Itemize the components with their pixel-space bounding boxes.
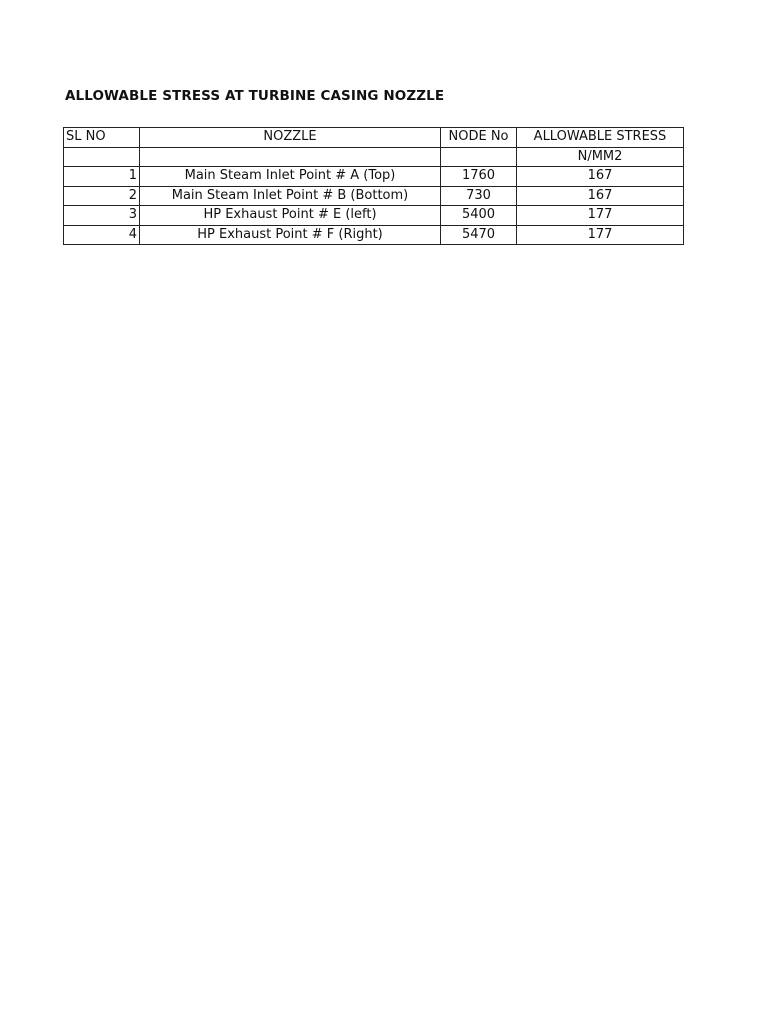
allowable-stress-table bbox=[63, 127, 684, 245]
subheader-sl-no bbox=[64, 147, 140, 167]
table-row bbox=[64, 186, 684, 206]
cell-nozzle: HP Exhaust Point # E (left) bbox=[140, 206, 441, 226]
cell-nozzle: HP Exhaust Point # F (Right) bbox=[140, 225, 441, 245]
subheader-node-no bbox=[441, 147, 517, 167]
cell-sl-no: 1 bbox=[64, 167, 140, 187]
cell-allowable-stress: 167 bbox=[517, 186, 684, 206]
subheader-stress-unit: N/MM2 bbox=[517, 147, 684, 167]
header-sl-no: SL NO bbox=[64, 128, 140, 148]
cell-allowable-stress: 167 bbox=[517, 167, 684, 187]
table-header-row bbox=[64, 128, 684, 148]
header-nozzle: NOZZLE bbox=[140, 128, 441, 148]
header-allowable-stress: ALLOWABLE STRESS bbox=[517, 128, 684, 148]
cell-node-no: 1760 bbox=[441, 167, 517, 187]
cell-allowable-stress: 177 bbox=[517, 206, 684, 226]
table-row bbox=[64, 225, 684, 245]
cell-allowable-stress: 177 bbox=[517, 225, 684, 245]
cell-nozzle: Main Steam Inlet Point # B (Bottom) bbox=[140, 186, 441, 206]
cell-node-no: 5400 bbox=[441, 206, 517, 226]
cell-nozzle: Main Steam Inlet Point # A (Top) bbox=[140, 167, 441, 187]
cell-node-no: 5470 bbox=[441, 225, 517, 245]
table-row bbox=[64, 206, 684, 226]
cell-sl-no: 2 bbox=[64, 186, 140, 206]
cell-sl-no: 3 bbox=[64, 206, 140, 226]
table-row bbox=[64, 167, 684, 187]
cell-node-no: 730 bbox=[441, 186, 517, 206]
page-title: ALLOWABLE STRESS AT TURBINE CASING NOZZLE bbox=[65, 88, 445, 104]
subheader-nozzle bbox=[140, 147, 441, 167]
table-subheader-row bbox=[64, 147, 684, 167]
cell-sl-no: 4 bbox=[64, 225, 140, 245]
header-node-no: NODE No bbox=[441, 128, 517, 148]
